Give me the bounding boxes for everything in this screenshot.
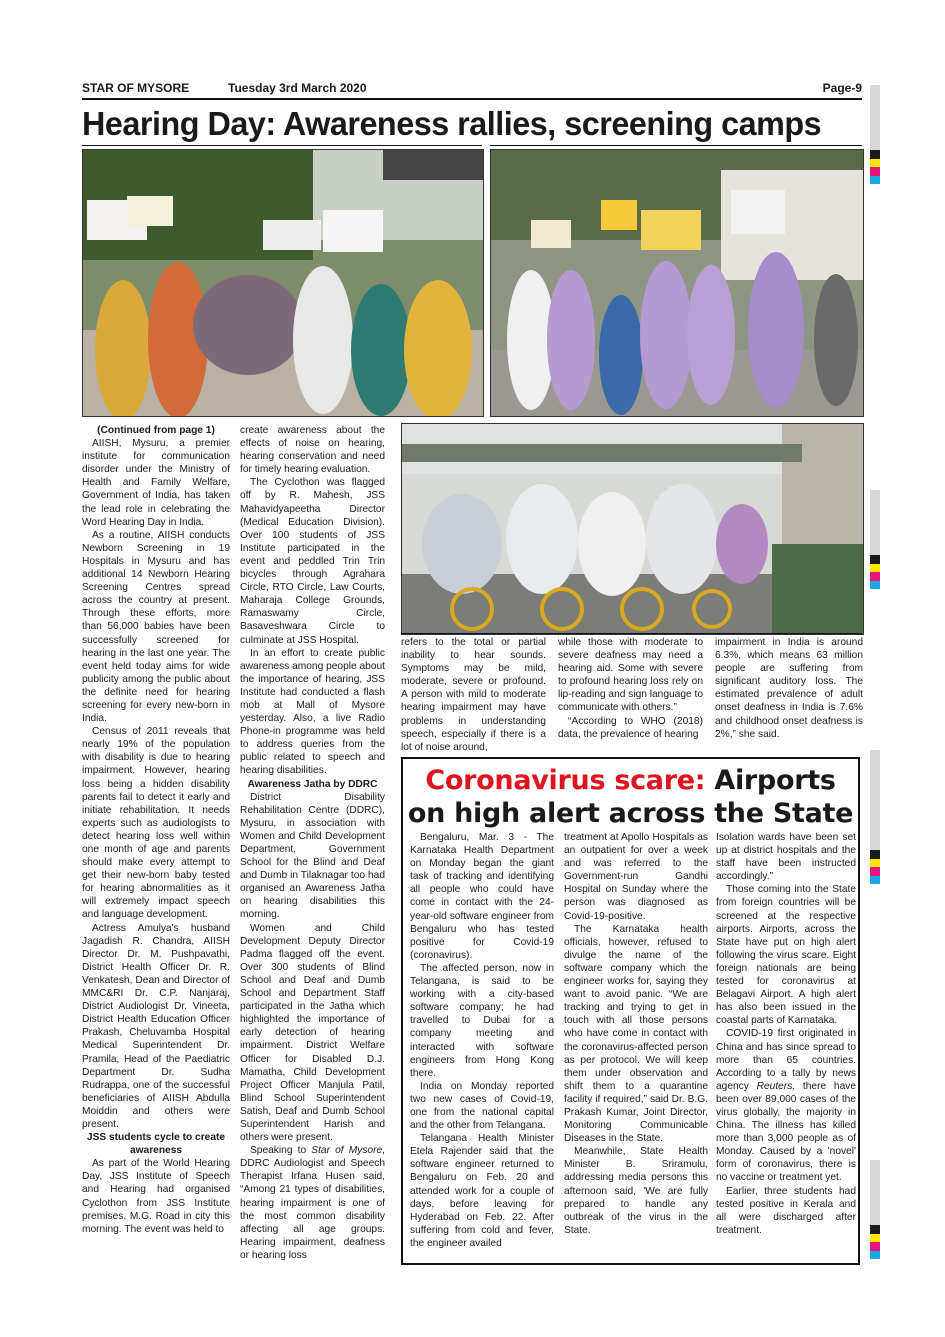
publication-name: Star of Mysore <box>311 1145 383 1157</box>
coronavirus-story-box <box>401 757 860 1265</box>
paragraph <box>716 1027 856 1184</box>
registration-cyan-swatch <box>870 1251 880 1259</box>
registration-yellow-swatch <box>870 564 880 572</box>
paragraph: impairment in India is around 6.3%, which means 63 million people are suffering from significant auditory loss. The estimated prevalence of adult onset deafness in India is 7.6% and childhood onset deafness is 2%,” she said. <box>715 637 863 740</box>
issue-date: Tuesday 3rd March 2020 <box>228 81 367 95</box>
corona-column-2 <box>564 831 708 1237</box>
paragraph: The Karnataka health officials, however, refused to divulge the name of the software company which the engineer works for, saying they want to avoid panic. “We are tracking and trying to get in touch with all those persons who have come in contact with the coronavirus-affected person as per protocol. We will keep them under observation and shift them to a quarantine facility if required,” said Dr. B.G. Prakash Kumar, Joint Director, Monitoring Communicable Diseases in the State. <box>564 923 708 1145</box>
paragraph: The affected person, now in Telangana, is said to be working with a city-based software company; he had travelled to Dubai for a company meeting and interacted with software engineers from Hong Kong there. <box>410 962 554 1079</box>
corona-headline-line-1 <box>403 765 858 797</box>
paragraph: “According to WHO (2018) data, the prevalence of hearing <box>558 715 703 740</box>
registration-cyan-swatch <box>870 876 880 884</box>
newspaper-name: STAR OF MYSORE <box>82 81 190 95</box>
subheading-ddrc-jatha: Awareness Jatha by DDRC <box>247 778 378 790</box>
registration-gray-bar <box>870 1160 880 1225</box>
corona-headline-line-2: on high alert across the State <box>407 798 854 829</box>
headline-rule-left <box>82 145 482 146</box>
corona-headline-red: Coronavirus scare: <box>425 765 706 796</box>
hearing-story-column-2 <box>240 424 385 1262</box>
registration-yellow-swatch <box>870 159 880 167</box>
paragraph: In an effort to create public awareness among people about the importance of hearing, JSS Institute had conducted a flash mob at Mall of Mysore yesterday. Also, a live Radio Phone-in programme was held to address queries from the public related to speech and hearing disabilities. <box>240 647 385 777</box>
paragraph: refers to the total or partial inability to hear sounds. Symptoms may be mild, moderate, severe or profound. A person with mild to moderate hearing impairment may have problems in understanding speech, especially if there is a lot of noise around, <box>401 637 546 753</box>
paragraph: create awareness about the effects of noise on hearing, hearing conservation and need for timely hearing evaluation. <box>240 425 385 476</box>
hearing-story-column-3 <box>401 636 546 754</box>
paragraph: Women and Child Development Deputy Director Padma flagged off the event. Over 300 students of Blind School and Deaf and Dumb School and Department Staff participated in the Jatha which highlighted the importance of early detection of hearing impairment. District Welfare Officer for Disabled D.J. Mamatha, Child Development Project Officer Manjula Patil, Blind School Superintendent Satish, Deaf and Dumb School Superintendent Harish and others were present. <box>240 922 385 1144</box>
paragraph: As a routine, AIISH conducts Newborn Screening in 19 Hospitals in Mysuru and has additional 14 Newborn Hearing Screening Centres spread across the country at present. Through these efforts, more than 56,000 babies have been successfully screened for hearing in the last one year. The event held today aims for wide publicity among the public about the definite need for hearing screening for every new-born in India. <box>82 529 230 725</box>
paragraph: Isolation wards have been set up at district hospitals and the staff have been instructed accordingly.” <box>716 832 856 883</box>
text-run: , DDRC Audiologist and Speech Therapist Irfana Husen said, “Among 21 types of disabilities, hearing impairment is one of the most common disability affecting all age groups. Hearing impairment, deafness or hearing loss <box>240 1145 385 1261</box>
registration-gray-bar <box>870 750 880 850</box>
text-run: COVID-19 first originated in China and has since spread to more than 65 countries. According to a tally by news agency <box>716 1028 856 1092</box>
headline-rule-right <box>490 145 862 146</box>
corona-column-1 <box>410 831 554 1250</box>
paragraph: treatment at Apollo Hospitals as an outpatient for over a week and was referred to the Government-run Gandhi Hospital on Sunday where the person was diagnosed as Covid-19-positive. <box>564 832 708 922</box>
hearing-story-column-4 <box>558 636 703 741</box>
agency-name: Reuters, <box>756 1080 796 1092</box>
text-run: there have been over 89,000 cases of the virus globally, the majority in China. The illness has killed more than 3,000 people as of Monday. Caused by a 'novel' form of coronavirus, there is no vaccine or treatment yet. <box>716 1080 856 1184</box>
paragraph: while those with moderate to severe deafness may need a hearing aid. Some with severe to profound hearing loss rely on lip-reading and sign language to communicate with others.” <box>558 637 703 714</box>
registration-yellow-swatch <box>870 1234 880 1242</box>
registration-magenta-swatch <box>870 867 880 876</box>
paragraph: Those coming into the State from foreign countries will be screened at the respective airports. Airports, across the State have put on high alert following the virus scare. Eight foreign nationals are being tested for coronavirus at Belagavi Airport. A high alert has also been issued in the coastal parts of Karnataka. <box>716 884 856 1027</box>
corona-column-3 <box>716 831 856 1237</box>
registration-magenta-swatch <box>870 1242 880 1251</box>
paragraph: Bengaluru, Mar. 3 - The Karnataka Health Department on Monday began the giant task of tracking and identifying all people who could have come in contact with the 24-year-old software engineer from Bengaluru who has tested positive for Covid-19 (coronavirus). <box>410 832 554 961</box>
paragraph: District Disability Rehabilitation Centre (DDRC), Mysuru, in association with Women and Child Development Department, Government School for the Blind and Deaf and Dumb in Tilaknagar too had organised an Awareness Jatha on hearing disabilities this morning. <box>240 791 385 921</box>
registration-black-swatch <box>870 150 880 159</box>
main-headline: Hearing Day: Awareness rallies, screening camps <box>82 105 822 142</box>
registration-magenta-swatch <box>870 572 880 581</box>
cyclothon-photo <box>401 423 864 635</box>
print-registration-mark <box>870 85 880 184</box>
paragraph: The Cyclothon was flagged off by R. Mahesh, JSS Mahavidyapeetha Director (Medical Education Division). Over 100 students of JSS Institute participated in the event and peddled Trin Trin bicycles through Agrahara Circle, RTO Circle, Law Courts, Maharaja College Grounds, Ramaswamy Circle, Basaveshwara Circle to culminate at JSS Hospital. <box>240 477 385 646</box>
paragraph: As part of the World Hearing Day, JSS Institute of Speech and Hearing had organised Cyclothon from JSS Institute premises, M.G. Road in city this morning. The event was held to <box>82 1158 230 1235</box>
print-registration-mark <box>870 750 880 884</box>
march-students-photo <box>490 149 864 417</box>
corona-headline-black: Airports <box>705 765 836 796</box>
hearing-story-column-1 <box>82 424 230 1236</box>
paragraph: India on Monday reported two new cases of Covid-19, one from the national capital and the other from Telangana. <box>410 1080 554 1132</box>
hearing-story-column-5 <box>715 636 863 741</box>
print-registration-mark <box>870 1160 880 1259</box>
registration-magenta-swatch <box>870 167 880 176</box>
registration-yellow-swatch <box>870 859 880 867</box>
rally-group-photo <box>82 149 484 417</box>
registration-gray-bar <box>870 85 880 150</box>
registration-black-swatch <box>870 555 880 564</box>
masthead-rule <box>82 98 862 100</box>
subheading-jss-cycle: JSS students cycle to create awareness <box>86 1132 226 1157</box>
registration-gray-bar <box>870 490 880 555</box>
print-registration-mark <box>870 490 880 589</box>
continued-note: (Continued from page 1) <box>97 425 215 436</box>
masthead <box>82 81 862 99</box>
paragraph <box>240 1144 385 1262</box>
page-number: Page-9 <box>822 81 862 95</box>
paragraph: AIISH, Mysuru, a premier institute for communication disorder under the Ministry of Health and Family Welfare, Government of India, has taken the lead role in celebrating the Word Hearing Day in India. <box>82 438 230 528</box>
registration-cyan-swatch <box>870 176 880 184</box>
registration-black-swatch <box>870 850 880 859</box>
paragraph: Census of 2011 reveals that nearly 19% of the population with disability is due to hearing impairment. However, hearing loss being a hidden disability parents fail to detect it early and initiate rehabilitation. It needs experts such as audiologists to detect hearing loss well within one month of age and parents should make every attempt to get their new-born baby tested for hearing abnormalities as it will extremely impact speech and language development. <box>82 726 230 921</box>
paragraph: Actress Amulya's husband Jagadish R. Chandra, AIISH Director Dr. M. Pushpavathi, District Health Officer Dr. R. Venkatesh, Dean and Director of MMC&RI Dr. C.P. Nanjaraj, District Audiologist Dr. Vineeta, District Health Education Officer Prakash, Cheluvamba Hospital Medical Superintendent Dr. Pramila, Head of the Paediatric Department Dr. Sudha Rudrappa, one of the successful beneficiaries of AIISH Abdulla Moiddin and others were present. <box>82 922 230 1130</box>
paragraph: Meanwhile, State Health Minister B. Sriramulu, addressing media persons this afternoon said, 'We are fully prepared to handle any outbreak of the virus in the State. <box>564 1146 708 1236</box>
registration-cyan-swatch <box>870 581 880 589</box>
text-run: Speaking to <box>250 1145 312 1157</box>
paragraph: Earlier, three students had tested positive in Kerala and all were discharged after treatment. <box>716 1185 856 1236</box>
paragraph: Telangana Health Minister Etela Rajender said that the software engineer returned to Bengaluru on Feb. 20 and attended work for a couple of days, before leaving for Hyderabad on Feb. 22. After suffering from cold and fever, the engineer availed <box>410 1133 554 1249</box>
photo-caption-rule <box>401 633 862 634</box>
registration-black-swatch <box>870 1225 880 1234</box>
